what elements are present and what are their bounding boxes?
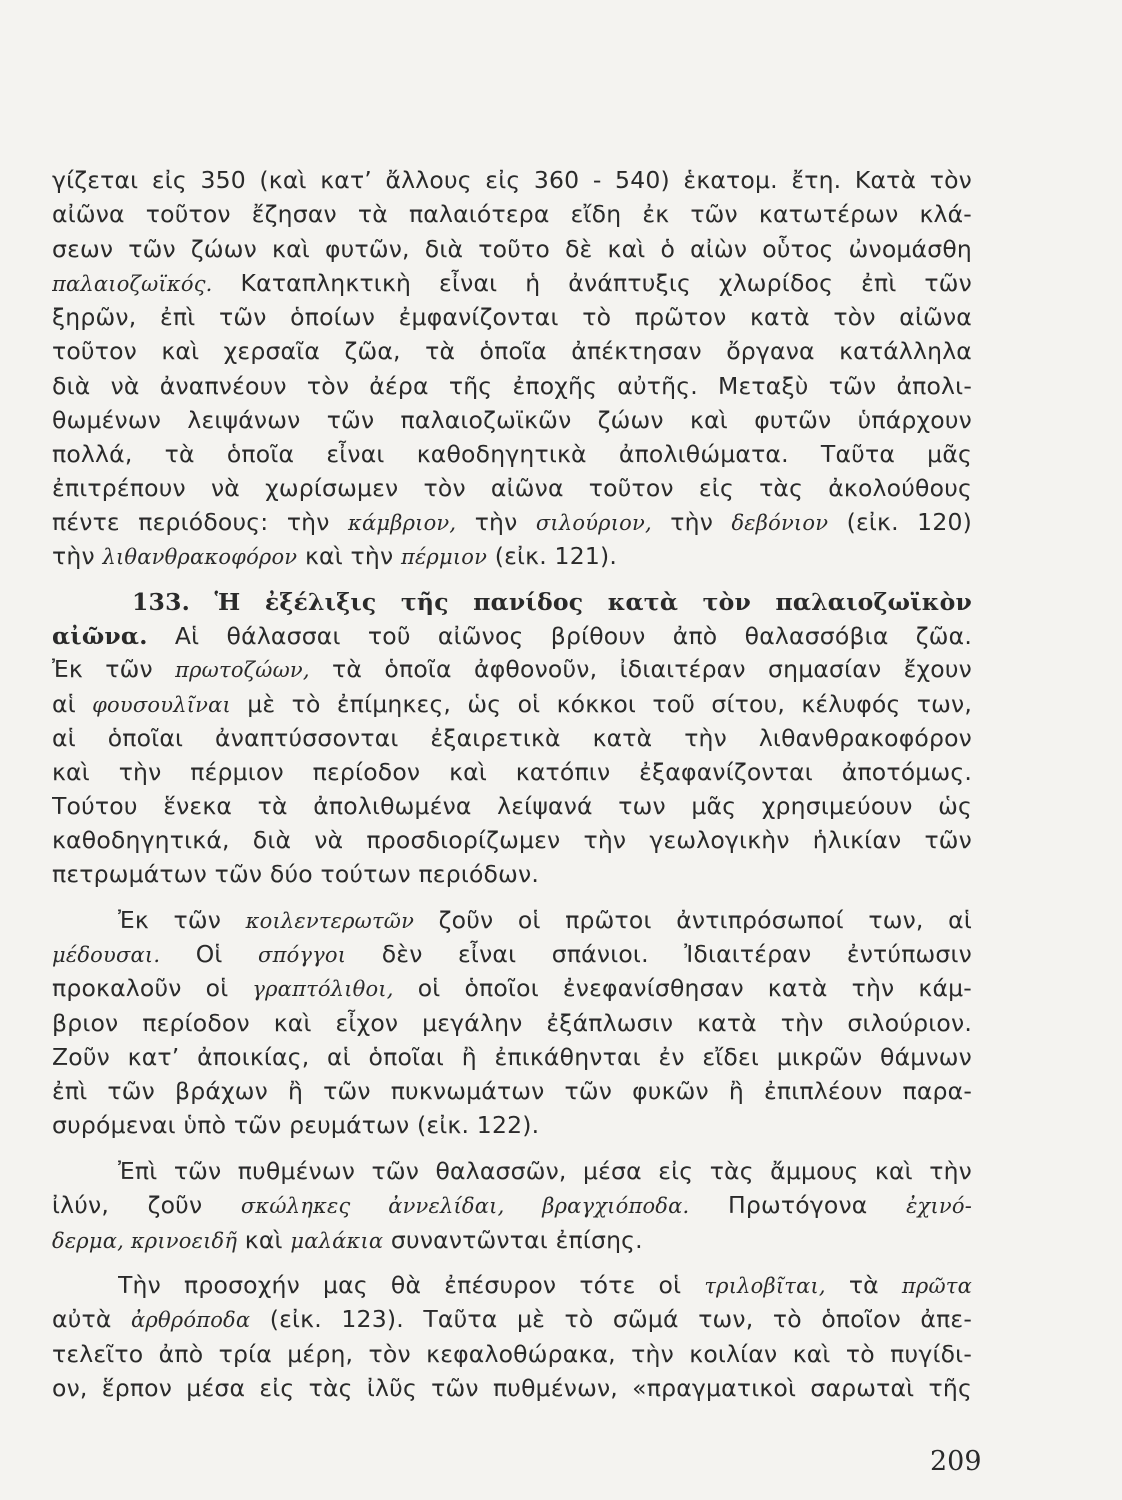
- text-line: [52, 620, 972, 652]
- text-run: πετρωμάτων τῶν δύο τούτων περιόδων.: [52, 860, 540, 889]
- text-line: [52, 1224, 972, 1257]
- italic-term: παλαιοζωϊκός.: [52, 271, 213, 296]
- italic-term: σκώληκες ἀννελίδαι, βραγχιόποδα.: [240, 1194, 690, 1219]
- text-run: Ἐπὶ τῶν πυθμένων τῶν θαλασσῶν, μέσα εἰς τὰς ἄμμους καὶ τὴν: [118, 1156, 972, 1185]
- text-run: Οἱ: [160, 939, 259, 968]
- text-run: ζοῦν οἱ πρῶτοι ἀντιπρόσωποί των, αἱ: [414, 905, 972, 934]
- text-line: [52, 756, 972, 788]
- section-heading: 133.: [132, 587, 215, 616]
- italic-term: ἐχινό-: [906, 1194, 972, 1219]
- text-run: ξηρῶν, ἐπὶ τῶν ὁποίων ἐμφανίζονται τὸ πρῶτον κατὰ τὸν αἰῶνα: [52, 303, 972, 332]
- text-line: [52, 335, 972, 367]
- text-line: [132, 586, 972, 618]
- text-line: [52, 472, 972, 504]
- text-run: γίζεται εἰς 350 (καὶ κατ’ ἄλλους εἰς 360 - 540) ἑκατομ. ἔτη. Κατὰ τὸν: [52, 166, 972, 194]
- italic-term: ἀρθρόποδα: [131, 1308, 251, 1333]
- text-run: συρόμεναι ὑπὸ τῶν ρευμάτων (εἰκ. 122).: [52, 1111, 540, 1140]
- text-line: [52, 653, 972, 686]
- text-run: ἐπὶ τῶν βράχων ἢ τῶν πυκνωμάτων τῶν φυκῶν ἢ ἐπιπλέουν παρα-: [52, 1077, 972, 1106]
- text-run: καὶ: [237, 1225, 291, 1254]
- text-run: τὴν: [651, 507, 732, 536]
- text-line: [52, 1372, 972, 1404]
- text-line: [52, 1075, 972, 1107]
- text-run: Τὴν προσοχήν μας θὰ ἐπέσυρον τότε οἱ: [118, 1271, 705, 1300]
- italic-term: σπόγγοι: [258, 942, 347, 967]
- text-run: αἰῶνα τοῦτον ἔζησαν τὰ παλαιότερα εἴδη ἐκ τῶν κατωτέρων κλά-: [52, 200, 972, 229]
- text-run: καθοδηγητικά, διὰ νὰ προσδιορίζωμεν τὴν γεωλογικὴν ἡλικίαν τῶν: [52, 825, 972, 854]
- text-run: τὰ: [825, 1271, 902, 1300]
- text-run: καὶ τὴν: [297, 542, 401, 571]
- text-line: [52, 790, 972, 822]
- text-line: [118, 1155, 972, 1187]
- text-run: αὐτὰ: [52, 1305, 132, 1334]
- italic-term: κοιλεντερωτῶν: [245, 908, 415, 933]
- text-run: διὰ νὰ ἀναπνέουν τὸν ἀέρα τῆς ἐποχῆς αὐτῆς. Μεταξὺ τῶν ἀπολι-: [52, 371, 972, 400]
- italic-term: πέρμιον: [400, 545, 488, 570]
- text-line: [52, 1338, 972, 1370]
- text-line: [52, 972, 972, 1005]
- text-run: Ζοῦν κατ’ ἀποικίας, αἱ ὁποῖαι ἢ ἐπικάθηνται ἐν εἴδει μικρῶν θάμνων: [52, 1042, 972, 1071]
- text-line: [52, 1109, 972, 1141]
- text-line: [52, 164, 972, 196]
- text-line: [52, 1041, 972, 1073]
- section-heading: αἰῶνα.: [52, 621, 148, 650]
- text-line: [52, 938, 972, 971]
- text-line: [52, 198, 972, 230]
- text-line: [118, 1269, 972, 1302]
- text-run: Πρωτόγονα: [689, 1191, 907, 1220]
- italic-term: μαλάκια: [290, 1228, 384, 1253]
- text-run: οἱ ὁποῖοι ἐνεφανίσθησαν κατὰ τὴν κάμ-: [393, 974, 972, 1003]
- italic-term: φουσουλῖναι: [92, 692, 231, 717]
- text-run: αἱ: [52, 689, 93, 718]
- text-line: [52, 722, 972, 754]
- italic-term: σιλούριον,: [535, 510, 652, 535]
- text-line: [52, 858, 972, 890]
- italic-term: δεβόνιον: [731, 510, 829, 535]
- text-run: βριον περίοδον καὶ εἶχον μεγάλην ἐξάπλωσιν κατὰ τὴν σιλούριον.: [52, 1008, 972, 1037]
- text-line: [52, 370, 972, 402]
- text-line: [52, 1303, 972, 1336]
- italic-term: πρωτοζώων,: [175, 658, 310, 683]
- text-run: (εἰκ. 123). Ταῦτα μὲ τὸ σῶμά των, τὸ ὁποῖον ἀπε-: [250, 1305, 972, 1334]
- italic-term: γραπτόλιθοι,: [252, 977, 394, 1002]
- text-run: τὴν: [456, 507, 536, 536]
- text-run: δὲν εἶναι σπάνιοι. Ἰδιαιτέραν ἐντύπωσιν: [346, 939, 972, 968]
- text-line: [52, 404, 972, 436]
- text-run: τοῦτον καὶ χερσαῖα ζῶα, τὰ ὁποῖα ἀπέκτησαν ὄργανα κατάλληλα: [52, 337, 972, 366]
- text-run: Αἱ θάλασσαι τοῦ αἰῶνος βρίθουν ἀπὸ θαλασσόβια ζῶα.: [147, 621, 972, 650]
- text-line: [52, 267, 972, 300]
- text-run: καὶ τὴν πέρμιον περίοδον καὶ κατόπιν ἐξαφανίζονται ἀποτόμως.: [52, 758, 972, 787]
- text-run: τὴν: [52, 542, 103, 571]
- italic-term: δερμα, κρινοειδῆ: [52, 1228, 238, 1253]
- text-run: πολλά, τὰ ὁποῖα εἶναι καθοδηγητικὰ ἀπολιθώματα. Ταῦτα μᾶς: [52, 440, 972, 469]
- page-number: 209: [930, 1446, 982, 1477]
- text-run: (εἰκ. 120): [828, 507, 972, 536]
- text-run: σεων τῶν ζώων καὶ φυτῶν, διὰ τοῦτο δὲ καὶ ὁ αἰὼν οὗτος ὠνομάσθη: [52, 234, 972, 263]
- text-line: [52, 233, 972, 265]
- text-run: αἱ ὁποῖαι ἀναπτύσσονται ἐξαιρετικὰ κατὰ τὴν λιθανθρακοφόρον: [52, 723, 972, 752]
- text-run: Ἐκ τῶν: [52, 655, 176, 684]
- text-run: Τούτου ἕνεκα τὰ ἀπολιθωμένα λείψανά των μᾶς χρησιμεύουν ὡς: [52, 791, 972, 820]
- italic-term: πρῶτα: [901, 1274, 972, 1299]
- italic-term: τριλοβῖται,: [704, 1274, 826, 1299]
- text-line: [52, 301, 972, 333]
- italic-term: κάμβριον,: [348, 510, 457, 535]
- text-run: Ἐκ τῶν: [118, 905, 246, 934]
- text-line: [52, 438, 972, 470]
- italic-term: μέδουσαι.: [52, 942, 161, 967]
- text-line: [52, 824, 972, 856]
- text-run: ον, ἕρπον μέσα εἰς τὰς ἰλῦς τῶν πυθμένων, «πραγματικοὶ σαρωταὶ τῆς: [52, 1374, 972, 1402]
- text-run: προκαλοῦν οἱ: [52, 974, 253, 1003]
- text-run: Καταπληκτικὴ εἶναι ἡ ἀνάπτυξις χλωρίδος ἐπὶ τῶν: [212, 268, 972, 297]
- text-line: [52, 540, 972, 573]
- text-run: ἐπιτρέπουν νὰ χωρίσωμεν τὸν αἰῶνα τοῦτον εἰς τὰς ἀκολούθους: [52, 474, 972, 503]
- italic-term: λιθανθρακοφόρον: [102, 545, 298, 570]
- text-run: (εἰκ. 121).: [487, 542, 618, 571]
- text-run: τελεῖτο ἀπὸ τρία μέρη, τὸν κεφαλοθώρακα, τὴν κοιλίαν καὶ τὸ πυγίδι-: [52, 1339, 972, 1368]
- text-run: μὲ τὸ ἐπίμηκες, ὡς οἱ κόκκοι τοῦ σίτου, κέλυφός των,: [230, 689, 972, 718]
- text-run: ἰλύν, ζοῦν: [52, 1191, 241, 1220]
- text-line: [52, 506, 972, 539]
- text-run: πέντε περιόδους: τὴν: [52, 507, 349, 536]
- text-line: [52, 1189, 972, 1222]
- text-line: [52, 1007, 972, 1039]
- text-run: τὰ ὁποῖα ἀφθονοῦν, ἰδιαιτέραν σημασίαν ἔχουν: [309, 655, 972, 684]
- text-line: [118, 904, 972, 937]
- text-run: συναντῶνται ἐπίσης.: [383, 1225, 643, 1254]
- text-run: θωμένων λειψάνων τῶν παλαιοζωϊκῶν ζώων καὶ φυτῶν ὑπάρχουν: [52, 405, 972, 434]
- text-line: [52, 688, 972, 721]
- section-heading: Ἡ ἐξέλιξις τῆς πανίδος κατὰ τὸν παλαιοζωϊκὸν: [214, 587, 972, 616]
